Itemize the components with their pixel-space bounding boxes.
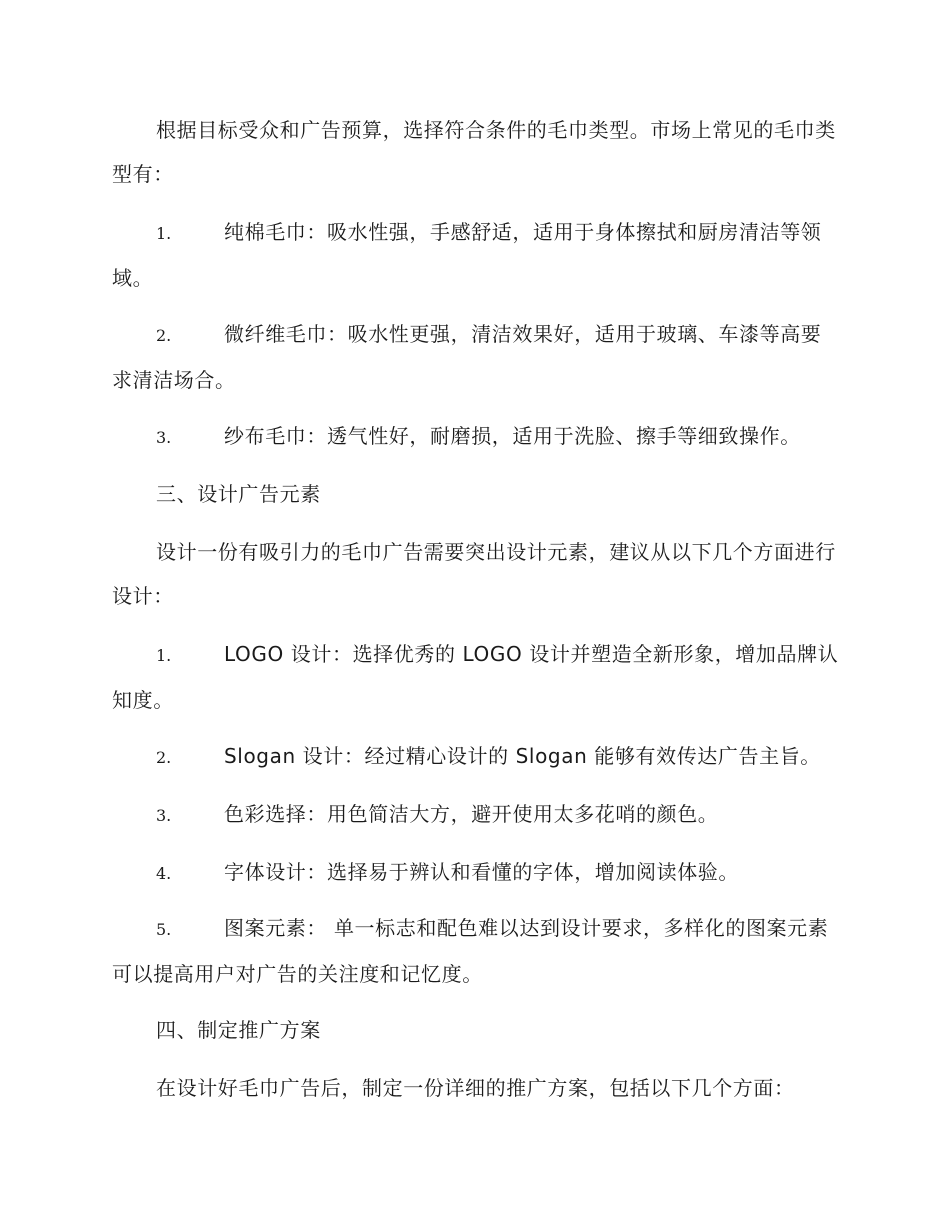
- list-text: Slogan 设计：经过精心设计的 Slogan 能够有效传达广告主旨。: [224, 744, 821, 768]
- list-text: 字体设计：选择易于辨认和看懂的字体，增加阅读体验。: [224, 860, 739, 884]
- list-item: [112, 734, 840, 780]
- section-intro-paragraph: 设计一份有吸引力的毛巾广告需要突出设计元素，建议从以下几个方面进行设计：: [112, 540, 836, 608]
- list-number: 5.: [156, 920, 172, 939]
- list-item: [112, 632, 840, 722]
- list-item: [112, 312, 840, 402]
- list-number: 2.: [156, 326, 172, 345]
- list-number: 2.: [156, 748, 172, 767]
- list-text: LOGO 设计：选择优秀的 LOGO 设计并塑造全新形象，增加品牌认知度。: [112, 642, 839, 712]
- list-number: 1.: [156, 646, 172, 665]
- list-text: 纯棉毛巾：吸水性强，手感舒适，适用于身体擦拭和厨房清洁等领域。: [112, 220, 822, 290]
- list-text: 色彩选择：用色简洁大方，避开使用太多花哨的颜色。: [224, 802, 719, 826]
- intro-paragraph: 根据目标受众和广告预算，选择符合条件的毛巾类型。市场上常见的毛巾类型有：: [112, 118, 836, 186]
- list-number: 3.: [156, 428, 172, 447]
- list-number: 1.: [156, 224, 172, 243]
- list-item: [112, 850, 840, 896]
- list-number: 3.: [156, 806, 172, 825]
- list-item: [112, 414, 840, 460]
- section-intro-paragraph: 在设计好毛巾广告后，制定一份详细的推广方案，包括以下几个方面：: [156, 1076, 795, 1100]
- section-heading: 四、制定推广方案: [156, 1018, 321, 1042]
- list-item: [112, 906, 840, 996]
- list-item: [112, 210, 840, 300]
- list-text: 纱布毛巾：透气性好，耐磨损，适用于洗脸、擦手等细致操作。: [224, 424, 801, 448]
- list-item: [112, 792, 840, 838]
- section-heading: 三、设计广告元素: [156, 482, 321, 506]
- list-number: 4.: [156, 864, 172, 883]
- list-text: 微纤维毛巾：吸水性更强，清洁效果好，适用于玻璃、车漆等高要求清洁场合。: [112, 322, 822, 392]
- list-text: 图案元素： 单一标志和配色难以达到设计要求，多样化的图案元素可以提高用户对广告的关注度和记忆度。: [112, 916, 829, 986]
